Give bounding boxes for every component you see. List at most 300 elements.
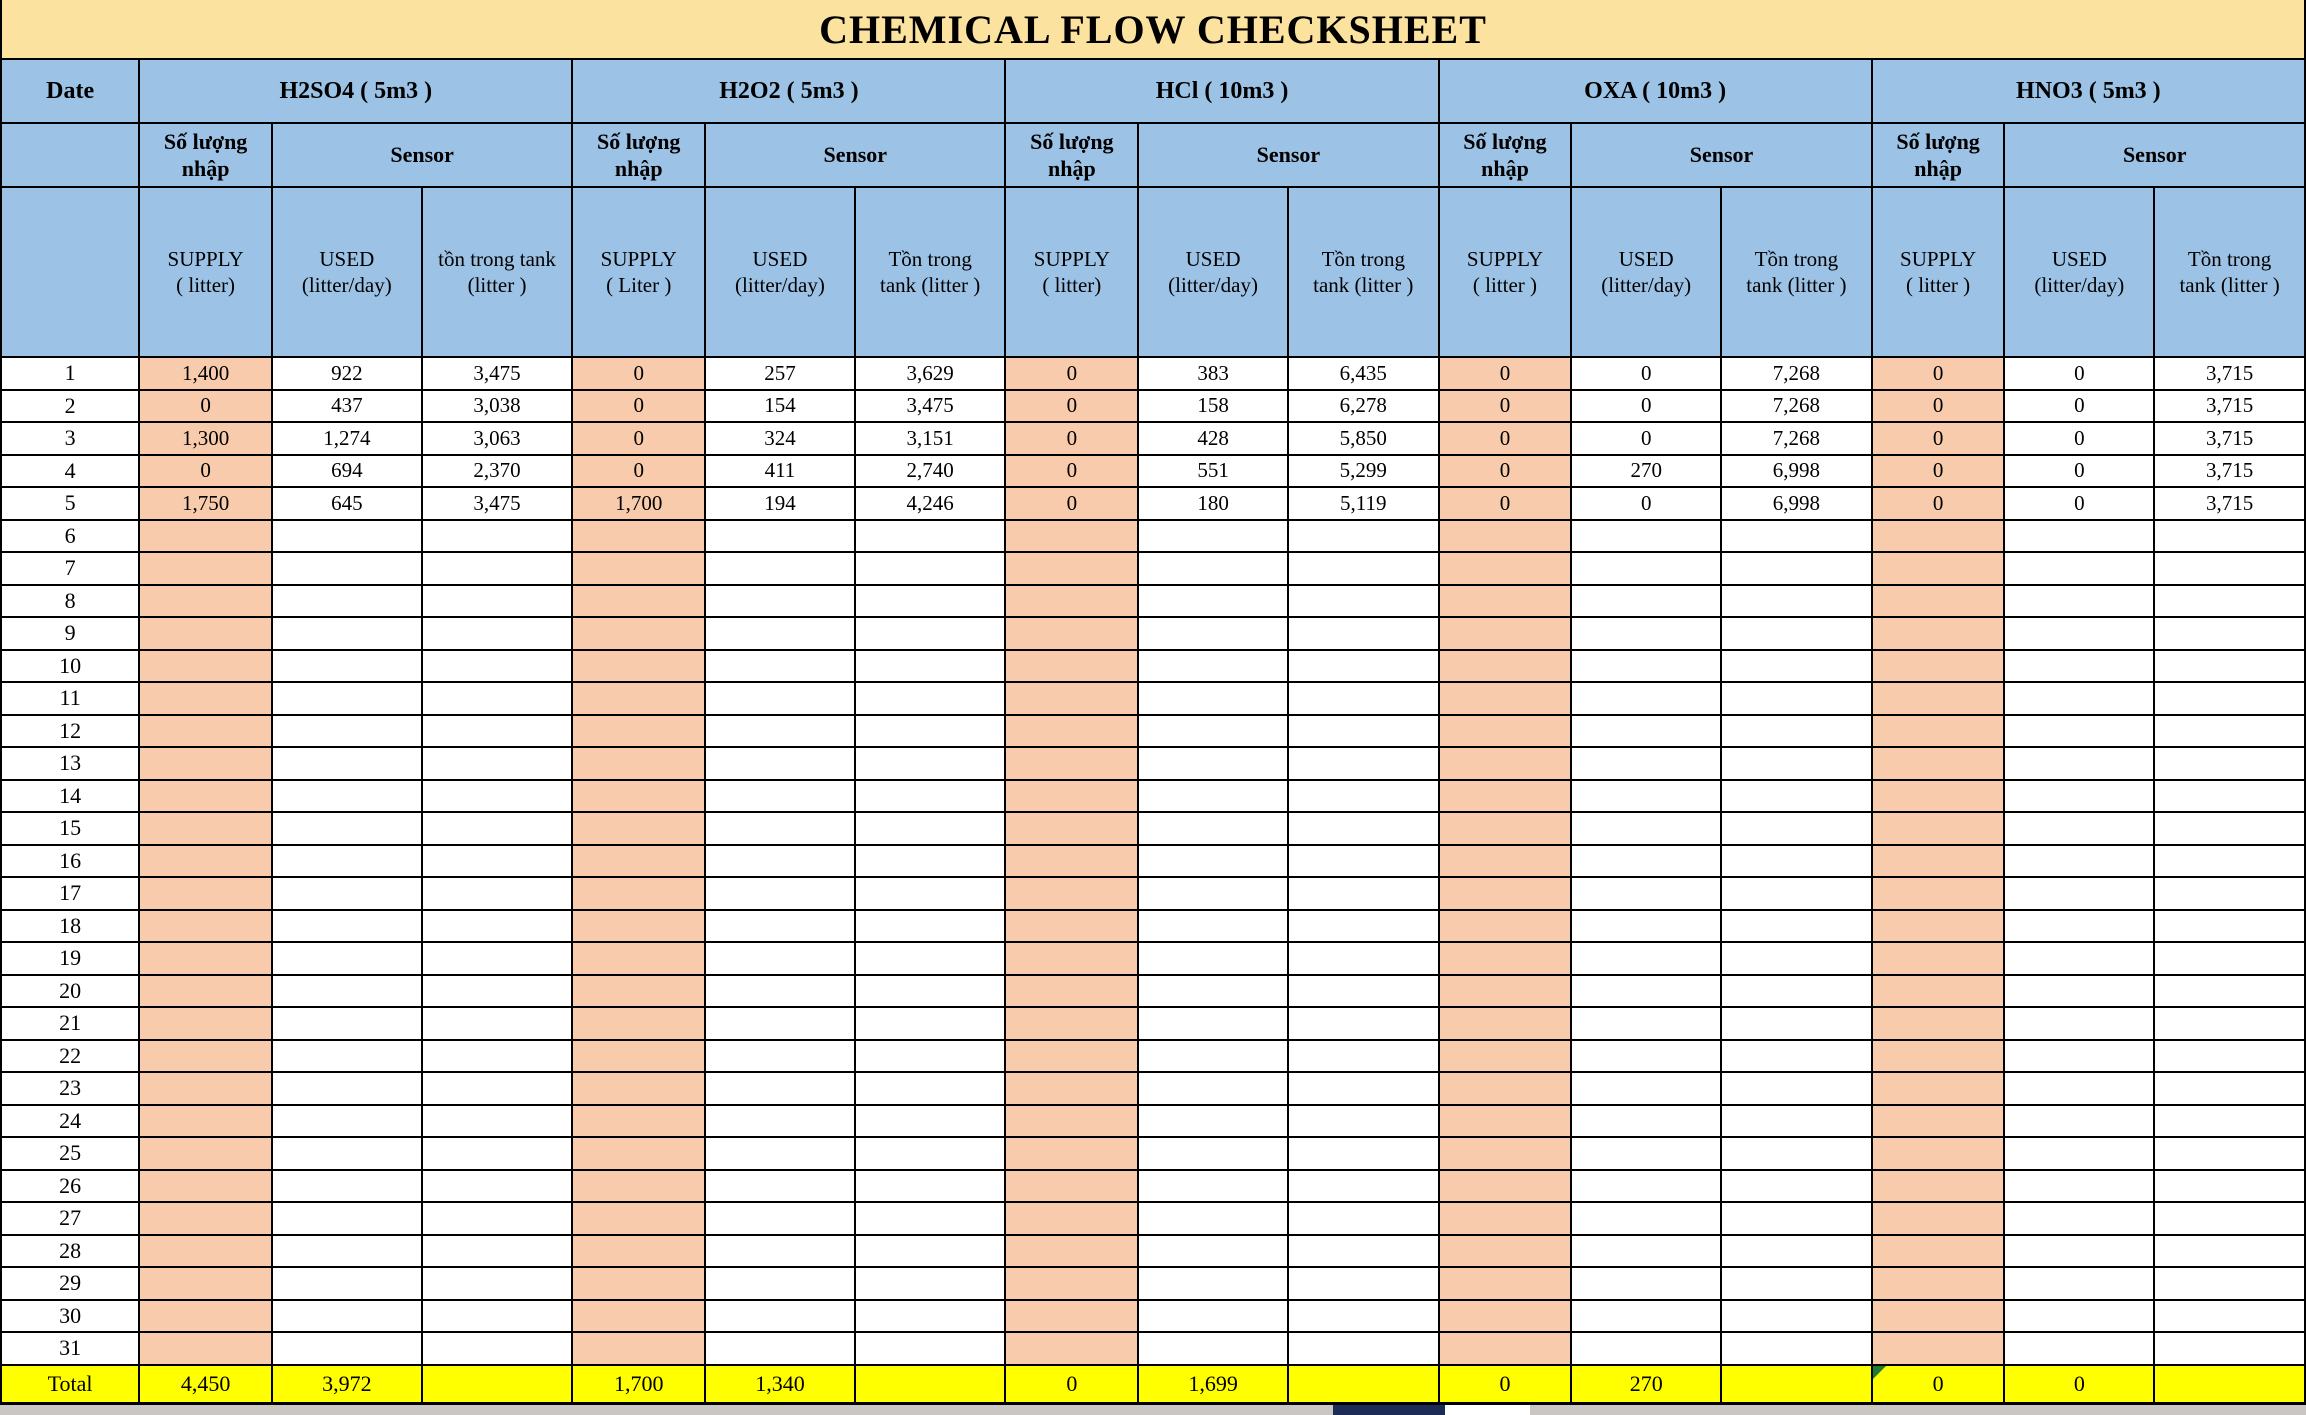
cell-h2o2-tank[interactable] (855, 1235, 1006, 1268)
total-cell-oxa-tank[interactable] (1721, 1365, 1872, 1404)
cell-oxa-supply[interactable] (1439, 1040, 1572, 1073)
total-cell-hno3-tank[interactable] (2154, 1365, 2305, 1404)
sheet-tab-dark[interactable] (1333, 1405, 1445, 1415)
total-cell-hno3-supply[interactable]: 0 (1872, 1365, 2005, 1404)
cell-h2so4-used[interactable] (272, 877, 422, 910)
cell-h2o2-used[interactable] (705, 1137, 855, 1170)
cell-hno3-used[interactable]: 0 (2004, 390, 2154, 423)
cell-h2o2-tank[interactable] (855, 1202, 1006, 1235)
cell-h2so4-tank[interactable] (422, 877, 573, 910)
cell-h2so4-tank[interactable]: 3,475 (422, 357, 573, 390)
cell-h2o2-used[interactable] (705, 1040, 855, 1073)
cell-h2o2-supply[interactable]: 1,700 (572, 487, 705, 520)
tank-subheader-h2so4[interactable] (422, 187, 573, 357)
cell-hcl-tank[interactable] (1288, 910, 1439, 943)
cell-hno3-used[interactable] (2004, 650, 2154, 683)
supply-subheader-oxa[interactable] (1439, 187, 1572, 357)
cell-hcl-used[interactable] (1138, 552, 1288, 585)
cell-hcl-supply[interactable] (1005, 975, 1138, 1008)
cell-oxa-supply[interactable] (1439, 1202, 1572, 1235)
cell-h2o2-used[interactable]: 257 (705, 357, 855, 390)
cell-h2so4-supply[interactable] (139, 747, 272, 780)
cell-hcl-used[interactable] (1138, 650, 1288, 683)
cell-hcl-supply[interactable] (1005, 747, 1138, 780)
cell-h2o2-tank[interactable] (855, 1267, 1006, 1300)
day-number-cell[interactable]: 2 (1, 390, 139, 423)
cell-hno3-tank[interactable]: 3,715 (2154, 487, 2305, 520)
cell-oxa-supply[interactable]: 0 (1439, 422, 1572, 455)
cell-h2so4-supply[interactable] (139, 715, 272, 748)
cell-hno3-used[interactable] (2004, 520, 2154, 553)
cell-oxa-tank[interactable] (1721, 812, 1872, 845)
cell-oxa-tank[interactable] (1721, 877, 1872, 910)
cell-hno3-supply[interactable] (1872, 1300, 2005, 1333)
used-subheader-hno3[interactable] (2004, 187, 2154, 357)
day-number-cell[interactable]: 13 (1, 747, 139, 780)
total-cell-h2so4-supply[interactable]: 4,450 (139, 1365, 272, 1404)
cell-hcl-tank[interactable] (1288, 1267, 1439, 1300)
cell-hno3-tank[interactable] (2154, 1040, 2305, 1073)
used-subheader-oxa[interactable] (1571, 187, 1721, 357)
cell-hcl-used[interactable] (1138, 1170, 1288, 1203)
cell-h2so4-tank[interactable] (422, 1072, 573, 1105)
cell-hcl-used[interactable] (1138, 747, 1288, 780)
cell-hno3-supply[interactable] (1872, 747, 2005, 780)
cell-hcl-used[interactable] (1138, 1202, 1288, 1235)
cell-oxa-tank[interactable] (1721, 1170, 1872, 1203)
cell-hcl-supply[interactable]: 0 (1005, 390, 1138, 423)
day-number-cell[interactable]: 9 (1, 617, 139, 650)
cell-oxa-used[interactable]: 0 (1571, 422, 1721, 455)
cell-oxa-used[interactable] (1571, 1072, 1721, 1105)
cell-h2so4-tank[interactable]: 3,038 (422, 390, 573, 423)
cell-oxa-used[interactable] (1571, 942, 1721, 975)
cell-h2o2-supply[interactable] (572, 1105, 705, 1138)
cell-oxa-used[interactable] (1571, 877, 1721, 910)
cell-hcl-used[interactable]: 551 (1138, 455, 1288, 488)
cell-oxa-tank[interactable] (1721, 617, 1872, 650)
day-number-cell[interactable]: 23 (1, 1072, 139, 1105)
cell-oxa-tank[interactable] (1721, 1072, 1872, 1105)
cell-h2so4-supply[interactable] (139, 877, 272, 910)
cell-h2o2-tank[interactable] (855, 812, 1006, 845)
cell-hcl-used[interactable]: 383 (1138, 357, 1288, 390)
cell-oxa-used[interactable] (1571, 1170, 1721, 1203)
day-number-cell[interactable]: 4 (1, 455, 139, 488)
cell-hcl-supply[interactable] (1005, 1170, 1138, 1203)
cell-hno3-used[interactable] (2004, 1267, 2154, 1300)
cell-h2so4-supply[interactable] (139, 910, 272, 943)
total-cell-h2o2-tank[interactable] (855, 1365, 1006, 1404)
cell-h2o2-supply[interactable] (572, 1137, 705, 1170)
cell-h2so4-used[interactable] (272, 942, 422, 975)
cell-oxa-supply[interactable] (1439, 1267, 1572, 1300)
cell-hcl-tank[interactable] (1288, 1235, 1439, 1268)
cell-hno3-tank[interactable]: 3,715 (2154, 422, 2305, 455)
cell-oxa-tank[interactable] (1721, 682, 1872, 715)
day-number-cell[interactable]: 18 (1, 910, 139, 943)
cell-hno3-tank[interactable] (2154, 747, 2305, 780)
cell-oxa-supply[interactable] (1439, 1170, 1572, 1203)
cell-h2so4-used[interactable] (272, 975, 422, 1008)
cell-oxa-used[interactable] (1571, 1040, 1721, 1073)
cell-h2o2-tank[interactable] (855, 1040, 1006, 1073)
cell-h2o2-used[interactable] (705, 552, 855, 585)
cell-oxa-tank[interactable]: 6,998 (1721, 455, 1872, 488)
supply-subheader-hno3[interactable] (1872, 187, 2005, 357)
cell-h2so4-used[interactable] (272, 1072, 422, 1105)
cell-h2o2-used[interactable] (705, 1300, 855, 1333)
cell-h2o2-supply[interactable] (572, 1267, 705, 1300)
cell-h2o2-tank[interactable] (855, 585, 1006, 618)
cell-oxa-supply[interactable]: 0 (1439, 455, 1572, 488)
cell-oxa-supply[interactable] (1439, 910, 1572, 943)
cell-hcl-used[interactable] (1138, 617, 1288, 650)
cell-h2so4-tank[interactable] (422, 780, 573, 813)
cell-hcl-tank[interactable] (1288, 520, 1439, 553)
cell-hcl-supply[interactable] (1005, 682, 1138, 715)
cell-h2so4-supply[interactable] (139, 1300, 272, 1333)
cell-oxa-used[interactable] (1571, 1105, 1721, 1138)
cell-h2so4-supply[interactable] (139, 1267, 272, 1300)
cell-oxa-tank[interactable] (1721, 1300, 1872, 1333)
cell-hcl-supply[interactable] (1005, 1072, 1138, 1105)
cell-hno3-used[interactable]: 0 (2004, 422, 2154, 455)
cell-h2o2-used[interactable] (705, 845, 855, 878)
cell-hno3-supply[interactable] (1872, 520, 2005, 553)
cell-h2o2-supply[interactable] (572, 1170, 705, 1203)
cell-h2o2-tank[interactable] (855, 1072, 1006, 1105)
cell-h2o2-tank[interactable]: 4,246 (855, 487, 1006, 520)
cell-h2o2-tank[interactable] (855, 780, 1006, 813)
cell-hcl-used[interactable] (1138, 975, 1288, 1008)
cell-oxa-supply[interactable] (1439, 975, 1572, 1008)
cell-oxa-supply[interactable] (1439, 747, 1572, 780)
cell-hcl-used[interactable] (1138, 1105, 1288, 1138)
cell-hcl-tank[interactable] (1288, 845, 1439, 878)
cell-hcl-supply[interactable] (1005, 715, 1138, 748)
cell-hcl-supply[interactable]: 0 (1005, 422, 1138, 455)
total-cell-hcl-tank[interactable] (1288, 1365, 1439, 1404)
cell-h2so4-tank[interactable] (422, 975, 573, 1008)
cell-oxa-supply[interactable] (1439, 812, 1572, 845)
cell-oxa-used[interactable] (1571, 552, 1721, 585)
cell-hcl-supply[interactable] (1005, 585, 1138, 618)
cell-oxa-used[interactable] (1571, 780, 1721, 813)
cell-hcl-tank[interactable] (1288, 1300, 1439, 1333)
cell-hcl-tank[interactable] (1288, 650, 1439, 683)
cell-hcl-tank[interactable] (1288, 1007, 1439, 1040)
cell-hcl-supply[interactable] (1005, 552, 1138, 585)
cell-oxa-tank[interactable] (1721, 1105, 1872, 1138)
cell-h2o2-used[interactable] (705, 1202, 855, 1235)
cell-hcl-tank[interactable]: 5,850 (1288, 422, 1439, 455)
empty-header-cell[interactable] (1, 123, 139, 187)
cell-hcl-used[interactable] (1138, 1137, 1288, 1170)
cell-h2so4-supply[interactable] (139, 812, 272, 845)
cell-hno3-supply[interactable] (1872, 1105, 2005, 1138)
cell-hno3-supply[interactable] (1872, 812, 2005, 845)
cell-h2so4-tank[interactable] (422, 682, 573, 715)
cell-h2so4-tank[interactable]: 2,370 (422, 455, 573, 488)
cell-hcl-supply[interactable] (1005, 1040, 1138, 1073)
cell-oxa-tank[interactable] (1721, 715, 1872, 748)
total-cell-h2so4-used[interactable]: 3,972 (272, 1365, 422, 1404)
cell-h2o2-tank[interactable] (855, 617, 1006, 650)
empty-header-cell[interactable] (1, 187, 139, 357)
cell-h2so4-supply[interactable] (139, 1105, 272, 1138)
sensor-header-oxa[interactable]: Sensor (1571, 123, 1871, 187)
cell-h2so4-used[interactable]: 1,274 (272, 422, 422, 455)
cell-hno3-supply[interactable] (1872, 780, 2005, 813)
cell-h2so4-supply[interactable] (139, 552, 272, 585)
cell-h2so4-used[interactable] (272, 845, 422, 878)
cell-hcl-tank[interactable] (1288, 1105, 1439, 1138)
cell-hcl-tank[interactable] (1288, 942, 1439, 975)
cell-hno3-tank[interactable] (2154, 520, 2305, 553)
cell-oxa-tank[interactable] (1721, 552, 1872, 585)
day-number-cell[interactable]: 7 (1, 552, 139, 585)
cell-h2o2-used[interactable] (705, 617, 855, 650)
cell-oxa-used[interactable] (1571, 585, 1721, 618)
cell-hcl-tank[interactable] (1288, 552, 1439, 585)
cell-h2o2-used[interactable] (705, 942, 855, 975)
cell-oxa-tank[interactable] (1721, 1137, 1872, 1170)
cell-hno3-used[interactable] (2004, 1235, 2154, 1268)
cell-hno3-used[interactable] (2004, 617, 2154, 650)
cell-hno3-used[interactable]: 0 (2004, 455, 2154, 488)
cell-hno3-tank[interactable]: 3,715 (2154, 390, 2305, 423)
cell-hno3-supply[interactable] (1872, 942, 2005, 975)
cell-hno3-used[interactable] (2004, 1300, 2154, 1333)
total-cell-hno3-used[interactable]: 0 (2004, 1365, 2154, 1404)
cell-hcl-tank[interactable] (1288, 812, 1439, 845)
cell-oxa-used[interactable] (1571, 1267, 1721, 1300)
cell-h2so4-supply[interactable] (139, 520, 272, 553)
cell-h2so4-used[interactable] (272, 1267, 422, 1300)
cell-hcl-used[interactable] (1138, 942, 1288, 975)
cell-oxa-supply[interactable] (1439, 1332, 1572, 1365)
cell-hno3-supply[interactable] (1872, 877, 2005, 910)
cell-h2o2-tank[interactable] (855, 910, 1006, 943)
cell-hno3-used[interactable] (2004, 812, 2154, 845)
cell-hno3-used[interactable] (2004, 1332, 2154, 1365)
cell-hcl-supply[interactable] (1005, 1007, 1138, 1040)
cell-oxa-supply[interactable] (1439, 1137, 1572, 1170)
cell-hno3-used[interactable]: 0 (2004, 487, 2154, 520)
cell-oxa-supply[interactable] (1439, 715, 1572, 748)
cell-h2o2-supply[interactable]: 0 (572, 357, 705, 390)
cell-h2o2-supply[interactable] (572, 520, 705, 553)
cell-h2o2-supply[interactable] (572, 585, 705, 618)
day-number-cell[interactable]: 1 (1, 357, 139, 390)
cell-h2so4-supply[interactable]: 1,300 (139, 422, 272, 455)
cell-h2o2-tank[interactable] (855, 1137, 1006, 1170)
cell-oxa-supply[interactable]: 0 (1439, 390, 1572, 423)
cell-h2so4-supply[interactable] (139, 682, 272, 715)
cell-h2o2-supply[interactable]: 0 (572, 455, 705, 488)
cell-h2so4-supply[interactable] (139, 1007, 272, 1040)
cell-h2so4-tank[interactable] (422, 520, 573, 553)
cell-oxa-tank[interactable]: 6,998 (1721, 487, 1872, 520)
cell-hno3-supply[interactable] (1872, 650, 2005, 683)
cell-h2o2-used[interactable] (705, 585, 855, 618)
cell-hno3-used[interactable] (2004, 910, 2154, 943)
cell-h2so4-supply[interactable]: 1,750 (139, 487, 272, 520)
cell-h2o2-supply[interactable] (572, 715, 705, 748)
cell-h2so4-tank[interactable] (422, 747, 573, 780)
cell-h2so4-supply[interactable] (139, 1072, 272, 1105)
cell-oxa-tank[interactable] (1721, 845, 1872, 878)
cell-oxa-used[interactable] (1571, 747, 1721, 780)
cell-h2o2-supply[interactable] (572, 845, 705, 878)
cell-oxa-supply[interactable] (1439, 942, 1572, 975)
cell-h2o2-supply[interactable] (572, 1007, 705, 1040)
cell-h2so4-used[interactable] (272, 1235, 422, 1268)
cell-h2o2-supply[interactable] (572, 682, 705, 715)
supply-subheader-h2o2[interactable] (572, 187, 705, 357)
cell-oxa-tank[interactable]: 7,268 (1721, 390, 1872, 423)
cell-oxa-used[interactable] (1571, 1235, 1721, 1268)
cell-hcl-supply[interactable] (1005, 650, 1138, 683)
cell-h2so4-supply[interactable] (139, 1332, 272, 1365)
cell-h2so4-tank[interactable] (422, 845, 573, 878)
cell-hcl-tank[interactable] (1288, 877, 1439, 910)
cell-hcl-supply[interactable] (1005, 1267, 1138, 1300)
cell-hno3-tank[interactable] (2154, 715, 2305, 748)
cell-hno3-supply[interactable]: 0 (1872, 422, 2005, 455)
cell-h2so4-tank[interactable] (422, 1007, 573, 1040)
cell-oxa-tank[interactable] (1721, 1202, 1872, 1235)
cell-oxa-used[interactable] (1571, 975, 1721, 1008)
cell-oxa-tank[interactable] (1721, 1235, 1872, 1268)
cell-h2o2-used[interactable] (705, 715, 855, 748)
cell-hcl-supply[interactable] (1005, 780, 1138, 813)
cell-oxa-used[interactable] (1571, 910, 1721, 943)
cell-hno3-tank[interactable] (2154, 585, 2305, 618)
cell-h2o2-tank[interactable] (855, 715, 1006, 748)
cell-oxa-tank[interactable]: 7,268 (1721, 422, 1872, 455)
cell-hno3-tank[interactable] (2154, 617, 2305, 650)
cell-hcl-tank[interactable]: 6,278 (1288, 390, 1439, 423)
date-header-cell[interactable]: Date (1, 59, 139, 123)
cell-h2o2-tank[interactable] (855, 682, 1006, 715)
cell-hcl-tank[interactable] (1288, 682, 1439, 715)
cell-hno3-tank[interactable] (2154, 910, 2305, 943)
cell-h2so4-used[interactable] (272, 1137, 422, 1170)
day-number-cell[interactable]: 26 (1, 1170, 139, 1203)
cell-hno3-tank[interactable] (2154, 650, 2305, 683)
cell-h2so4-tank[interactable] (422, 942, 573, 975)
cell-oxa-supply[interactable] (1439, 650, 1572, 683)
cell-hcl-tank[interactable] (1288, 1137, 1439, 1170)
cell-h2so4-supply[interactable] (139, 1137, 272, 1170)
qty-header-h2o2[interactable]: Số lượng nhập (572, 123, 705, 187)
cell-h2so4-used[interactable] (272, 780, 422, 813)
cell-h2o2-used[interactable] (705, 877, 855, 910)
cell-h2so4-used[interactable] (272, 1202, 422, 1235)
cell-h2so4-supply[interactable] (139, 1235, 272, 1268)
cell-oxa-supply[interactable] (1439, 682, 1572, 715)
cell-hno3-tank[interactable] (2154, 1300, 2305, 1333)
cell-hcl-used[interactable] (1138, 845, 1288, 878)
cell-h2o2-used[interactable]: 194 (705, 487, 855, 520)
cell-oxa-tank[interactable] (1721, 1040, 1872, 1073)
cell-h2so4-tank[interactable] (422, 585, 573, 618)
cell-hno3-used[interactable] (2004, 942, 2154, 975)
cell-hcl-supply[interactable] (1005, 1235, 1138, 1268)
total-cell-oxa-used[interactable]: 270 (1571, 1365, 1721, 1404)
cell-hcl-supply[interactable] (1005, 1137, 1138, 1170)
cell-hno3-tank[interactable] (2154, 1137, 2305, 1170)
cell-oxa-supply[interactable] (1439, 520, 1572, 553)
cell-hcl-used[interactable] (1138, 812, 1288, 845)
cell-h2o2-tank[interactable]: 2,740 (855, 455, 1006, 488)
cell-hcl-used[interactable] (1138, 1072, 1288, 1105)
cell-hcl-tank[interactable]: 6,435 (1288, 357, 1439, 390)
cell-hno3-used[interactable] (2004, 747, 2154, 780)
cell-hcl-supply[interactable] (1005, 942, 1138, 975)
tank-subheader-hcl[interactable] (1288, 187, 1439, 357)
cell-oxa-used[interactable] (1571, 845, 1721, 878)
cell-h2o2-tank[interactable] (855, 1170, 1006, 1203)
cell-oxa-used[interactable] (1571, 1332, 1721, 1365)
cell-oxa-supply[interactable] (1439, 877, 1572, 910)
cell-oxa-used[interactable] (1571, 1300, 1721, 1333)
cell-oxa-used[interactable] (1571, 682, 1721, 715)
cell-h2o2-used[interactable] (705, 975, 855, 1008)
cell-hno3-supply[interactable] (1872, 1007, 2005, 1040)
qty-header-h2so4[interactable]: Số lượng nhập (139, 123, 272, 187)
cell-h2o2-supply[interactable] (572, 1235, 705, 1268)
day-number-cell[interactable]: 14 (1, 780, 139, 813)
cell-oxa-supply[interactable] (1439, 1300, 1572, 1333)
cell-hcl-used[interactable] (1138, 877, 1288, 910)
cell-h2o2-supply[interactable] (572, 1040, 705, 1073)
cell-hcl-used[interactable]: 158 (1138, 390, 1288, 423)
cell-oxa-used[interactable] (1571, 650, 1721, 683)
sensor-header-h2so4[interactable]: Sensor (272, 123, 572, 187)
cell-h2so4-tank[interactable] (422, 812, 573, 845)
cell-h2o2-tank[interactable] (855, 520, 1006, 553)
cell-hno3-tank[interactable] (2154, 1332, 2305, 1365)
cell-h2o2-supply[interactable] (572, 1300, 705, 1333)
qty-header-hno3[interactable]: Số lượng nhập (1872, 123, 2005, 187)
cell-oxa-tank[interactable] (1721, 520, 1872, 553)
cell-hcl-tank[interactable] (1288, 1040, 1439, 1073)
cell-oxa-tank[interactable] (1721, 975, 1872, 1008)
cell-h2so4-tank[interactable]: 3,063 (422, 422, 573, 455)
cell-h2so4-supply[interactable]: 1,400 (139, 357, 272, 390)
cell-oxa-used[interactable] (1571, 1007, 1721, 1040)
cell-hcl-used[interactable] (1138, 1267, 1288, 1300)
cell-h2o2-tank[interactable] (855, 845, 1006, 878)
cell-h2o2-tank[interactable] (855, 1007, 1006, 1040)
cell-hcl-used[interactable]: 428 (1138, 422, 1288, 455)
tank-subheader-h2o2[interactable] (855, 187, 1006, 357)
cell-h2so4-tank[interactable] (422, 1170, 573, 1203)
cell-hcl-used[interactable] (1138, 682, 1288, 715)
supply-subheader-h2so4[interactable] (139, 187, 272, 357)
cell-h2so4-used[interactable] (272, 520, 422, 553)
cell-h2so4-used[interactable] (272, 1040, 422, 1073)
day-number-cell[interactable]: 12 (1, 715, 139, 748)
total-label-cell[interactable]: Total (1, 1365, 139, 1404)
cell-hno3-tank[interactable] (2154, 942, 2305, 975)
day-number-cell[interactable]: 20 (1, 975, 139, 1008)
cell-hcl-supply[interactable] (1005, 1332, 1138, 1365)
cell-h2o2-used[interactable]: 324 (705, 422, 855, 455)
